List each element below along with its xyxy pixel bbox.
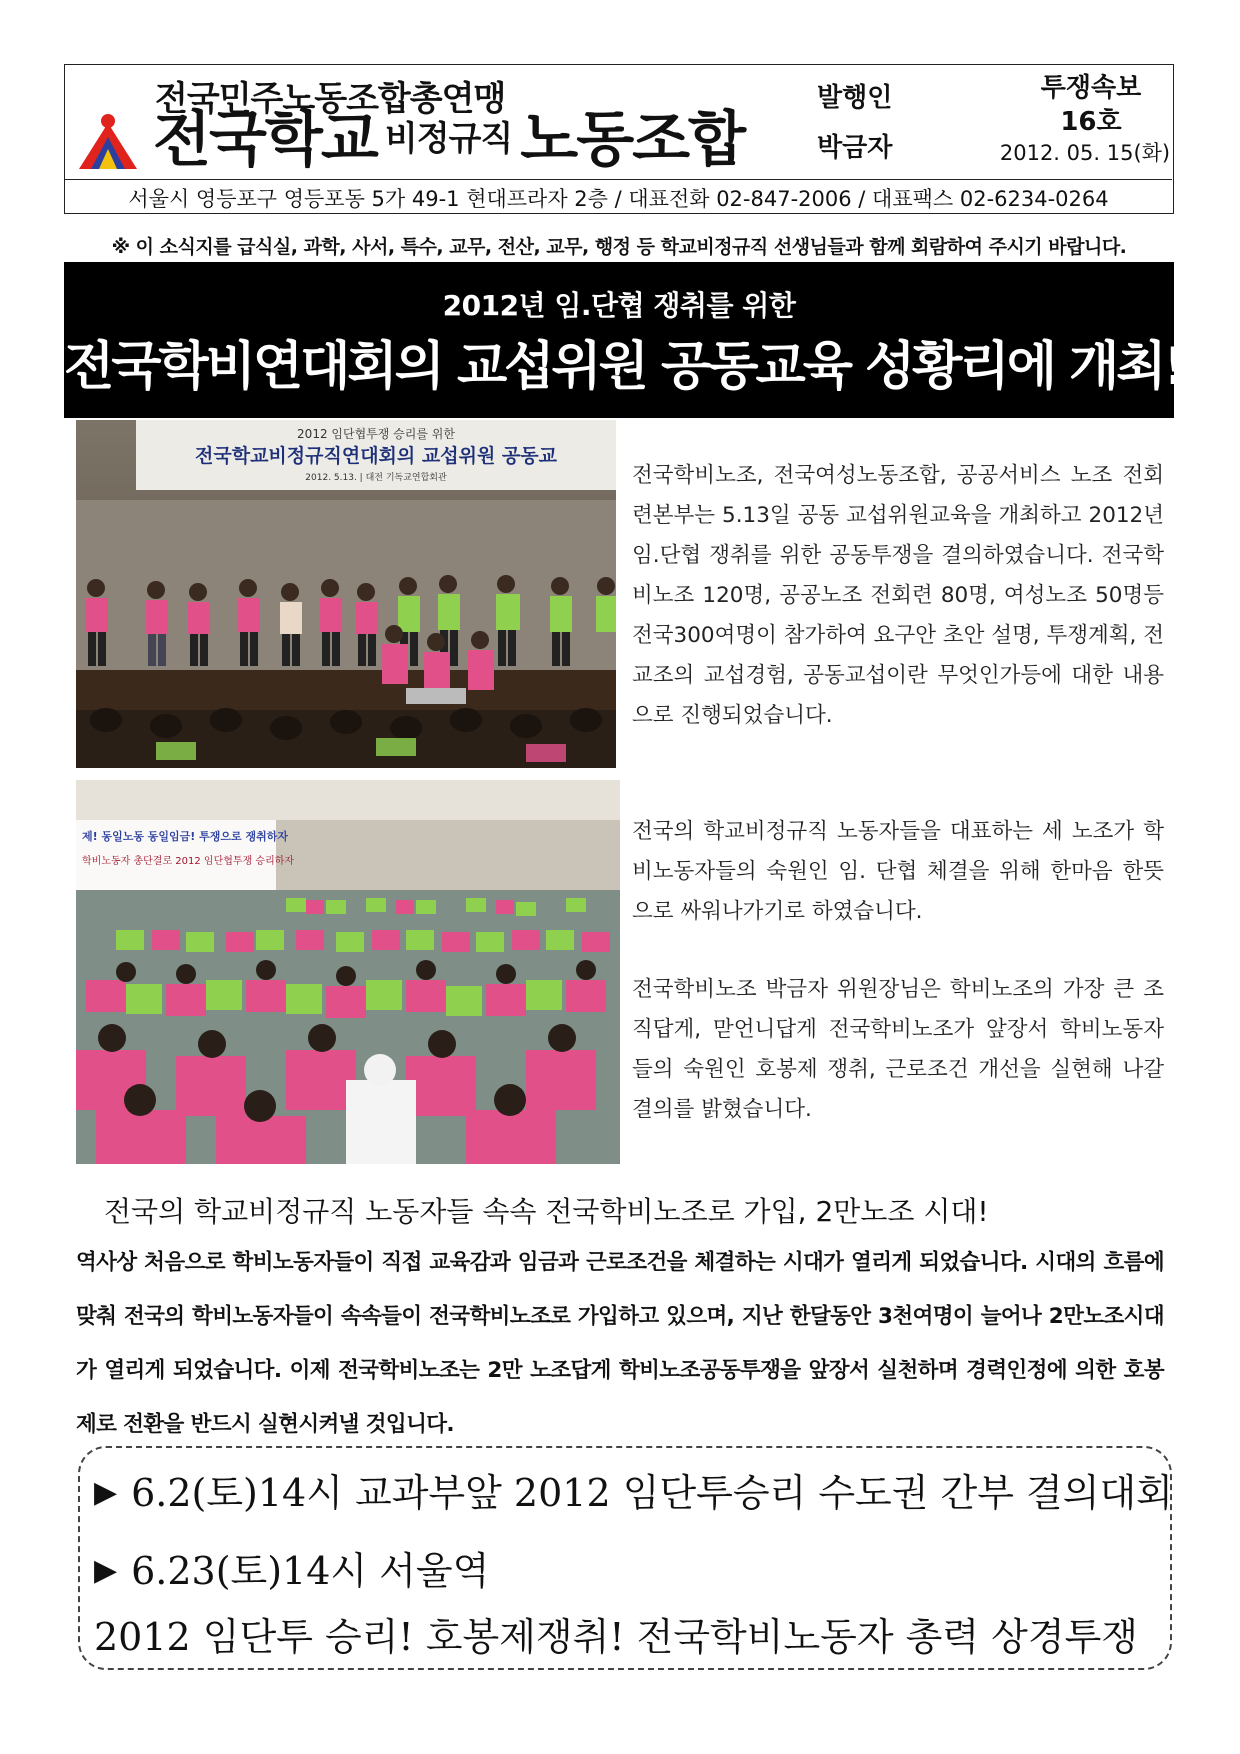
seated-crowd [76, 890, 620, 1164]
masthead [64, 64, 1174, 214]
section-subheading: 전국의 학교비정규직 노동자들 속속 전국학비노조로 가입, 2만노조 시대! [104, 1195, 989, 1228]
contact-address: 서울시 영등포구 영등포동 5가 49-1 현대프라자 2층 / 대표전화 02-847-2006 / 대표팩스 02-6234-0264 [128, 187, 1109, 211]
article-paragraph-2: 전국의 학교비정규직 노동자들을 대표하는 세 노조가 학비노동자들의 숙원인 임. 단협 체결을 위해 한마음 한뜻으로 싸워나가기로 하였습니다. [632, 819, 1164, 924]
event-item-1 [94, 1462, 1173, 1517]
publisher-name: 박금자 [817, 133, 893, 163]
masthead-divider [65, 179, 1172, 180]
headline-title: 전국학비연대회의 교섭위원 공동교육 성황리에 개최! [64, 337, 1185, 397]
union-name-part-2: 노동조합 [520, 105, 745, 175]
issue-number: 16호 [1060, 107, 1122, 137]
section-body: 역사상 처음으로 학비노동자들이 직접 교육감과 임금과 근로조건을 체결하는 시대가 열리게 되었습니다. 시대의 흐름에 맞춰 전국의 학비노동자들이 속속들이 전국학비노조로 가입하고 있으며, 지난 한달동안 3천여명이 늘어나 2만노조시대가 열리게 되었습니다. 이제 전국학비노조는 2만 노조답게 학비노조공동투쟁을 앞장서 실천하며 경력인정에 의한 호봉제로 전환을 반드시 실현시켜낼 것입니다. [76, 1250, 1164, 1437]
circulation-notice: ※ 이 소식지를 급식실, 과학, 사서, 특수, 교무, 전산, 교무, 행정 등 학교비정규직 선생님들과 함께 회람하여 주시기 바랍니다. [111, 236, 1127, 258]
stage-banner-line2: 전국학교비정규직연대회의 교섭위원 공동교 [195, 445, 557, 467]
stage-banner-line3: 2012. 5.13. | 대전 기독교연합회관 [305, 473, 447, 483]
photo-stage-ceremony [76, 420, 616, 768]
audience-illustration [76, 780, 620, 1164]
article-paragraph-1: 전국학비노조, 전국여성노동조합, 공공서비스 노조 전회련본부는 5.13일 공동 교섭위원교육을 개최하고 2012년 임.단협 쟁취를 위한 공동투쟁을 결의하였습니다. 전국학비노조 120명, 공공노조 전회련 80명, 여성노조 50명등 전국300여명이 참가하여 요구안 초안 설명, 투쟁계획, 전교조의 교섭경험, 공동교섭이란 무엇인가등에 대한 내용으로 진행되었습니다. [632, 463, 1164, 728]
arrow-right-icon: ▶ [94, 1475, 118, 1510]
event-2-text: 6.23(토)14시 서울역 [131, 1549, 490, 1593]
headline-banner [64, 262, 1185, 418]
event-1-text: 6.2(토)14시 교과부앞 2012 임단투승리 수도권 간부 결의대회 [131, 1471, 1173, 1515]
union-name [153, 103, 744, 176]
stage-banner-line1: 2012 임단협투쟁 승리를 위한 [297, 427, 455, 441]
publisher-label: 발행인 [817, 83, 893, 113]
hall-banner-line2: 학비노동자 총단결로 2012 임단협투쟁 승리하자 [82, 856, 295, 867]
issue-date: 2012. 05. 15(화) [999, 141, 1171, 165]
stage-illustration [76, 420, 616, 768]
headline-subtitle: 2012년 임.단협 쟁취를 위한 [442, 289, 796, 322]
bulletin-title: 투쟁속보 [1040, 73, 1142, 103]
union-logo-icon [75, 113, 141, 171]
event-item-2 [94, 1540, 489, 1595]
arrow-right-icon: ▶ [94, 1553, 118, 1588]
federation-name: 전국민주노동조합총연맹 [155, 79, 506, 119]
article-paragraph-3: 전국학비노조 박금자 위원장님은 학비노조의 가장 큰 조직답게, 맏언니답게 전국학비노조가 앞장서 학비노동자들의 숙원인 호봉제 쟁취, 근로조건 개선을 실현해 나갈 결의를 밝혔습니다. [632, 977, 1164, 1122]
union-name-small: 비정규직 [384, 119, 513, 159]
events-box [78, 1446, 1172, 1670]
event-slogan: 2012 임단투 승리! 호봉제쟁취! 전국학비노동자 총력 상경투쟁 [94, 1615, 1139, 1659]
photo-audience-rally [76, 780, 620, 1164]
hall-banner-line1: 제! 동일노동 동일임금! 투쟁으로 쟁취하자 [82, 830, 288, 843]
union-name-part-1: 전국학교 [153, 105, 377, 175]
